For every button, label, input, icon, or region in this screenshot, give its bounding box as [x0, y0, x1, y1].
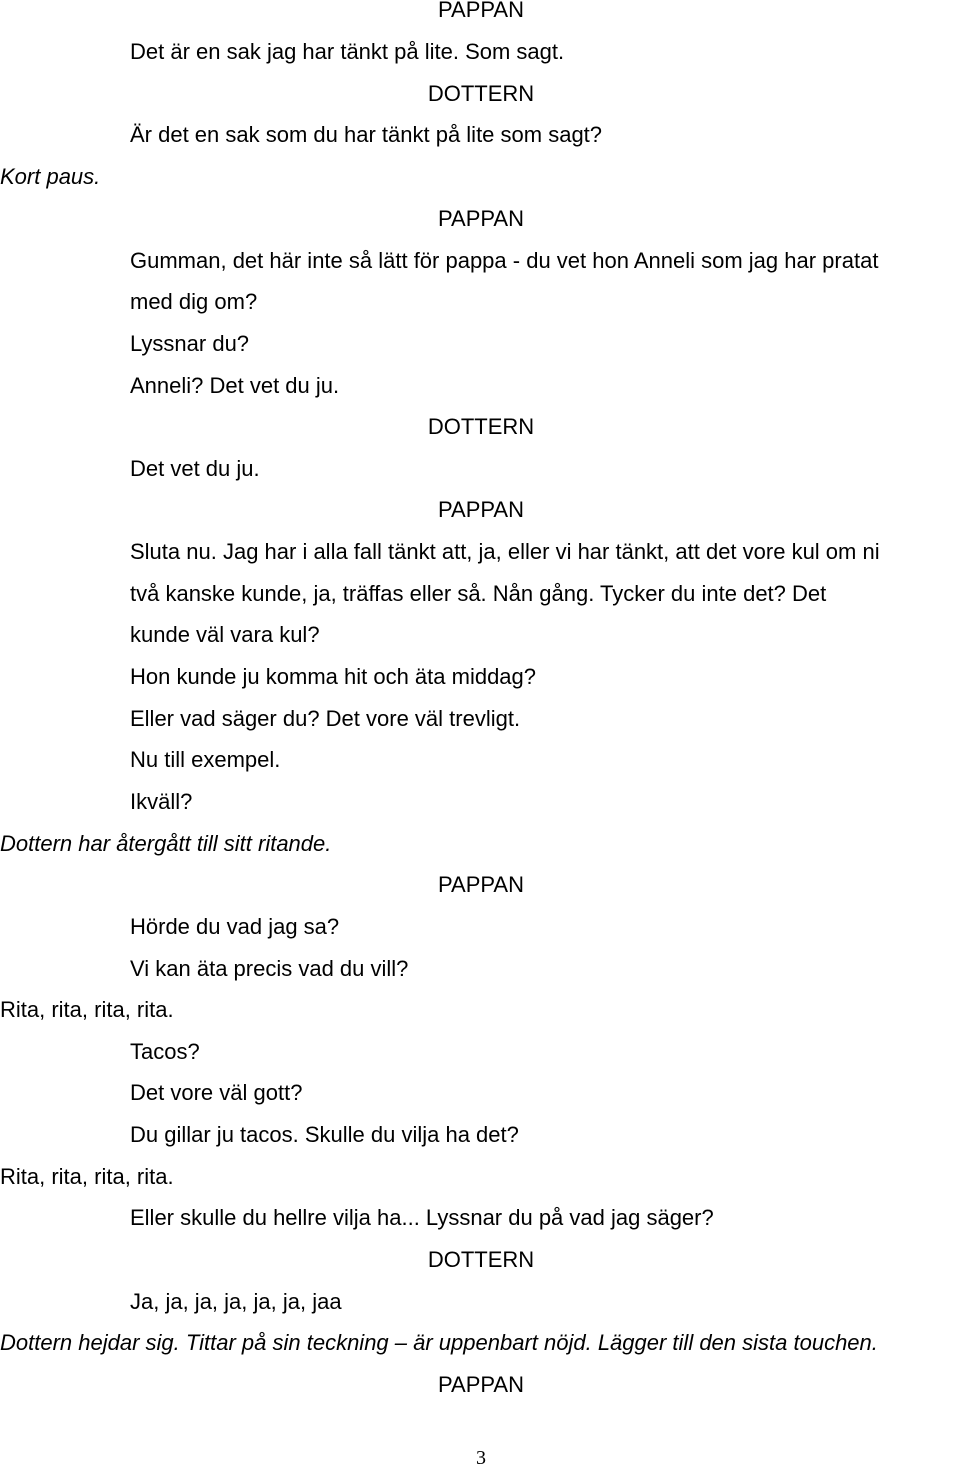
- speaker-pappan: PAPPAN: [438, 1372, 524, 1397]
- dialogue-line: Tacos?: [130, 1039, 200, 1064]
- stage-direction: Dottern hejdar sig. Tittar på sin teckning – är uppenbart nöjd. Lägger till den sista touchen.: [0, 1330, 878, 1355]
- speaker-pappan: PAPPAN: [438, 497, 524, 522]
- speaker-dottern: DOTTERN: [427, 81, 535, 106]
- dialogue-line: Ikväll?: [130, 789, 193, 814]
- dialogue-line: Eller vad säger du? Det vore väl trevligt.: [130, 706, 521, 731]
- dialogue-line: Hörde du vad jag sa?: [130, 914, 340, 939]
- dialogue-line: Det vet du ju.: [130, 456, 260, 481]
- stage-direction: Rita, rita, rita, rita.: [0, 1164, 174, 1189]
- speaker-dottern: DOTTERN: [427, 414, 535, 439]
- speaker-pappan: PAPPAN: [438, 0, 524, 22]
- dialogue-line: Är det en sak som du har tänkt på lite som sagt?: [130, 122, 603, 147]
- dialogue-line: Ja, ja, ja, ja, ja, ja, jaa: [130, 1289, 342, 1314]
- dialogue-line: kunde väl vara kul?: [130, 622, 320, 647]
- dialogue-line: med dig om?: [130, 289, 258, 314]
- speaker-pappan: PAPPAN: [438, 206, 524, 231]
- dialogue-line: Du gillar ju tacos. Skulle du vilja ha det?: [130, 1122, 519, 1147]
- stage-direction: Dottern har återgått till sitt ritande.: [0, 831, 332, 856]
- stage-direction: Kort paus.: [0, 164, 101, 189]
- dialogue-line: Lyssnar du?: [130, 331, 250, 356]
- page-number: 3: [476, 1447, 486, 1469]
- dialogue-line: Sluta nu. Jag har i alla fall tänkt att, ja, eller vi har tänkt, att det vore kul om ni: [130, 539, 880, 564]
- stage-direction: Rita, rita, rita, rita.: [0, 997, 174, 1022]
- dialogue-line: Det vore väl gott?: [130, 1080, 303, 1105]
- dialogue-line: Gumman, det här inte så lätt för pappa - du vet hon Anneli som jag har pratat: [130, 248, 879, 273]
- dialogue-line: Nu till exempel.: [130, 747, 281, 772]
- dialogue-line: Anneli? Det vet du ju.: [130, 373, 340, 398]
- dialogue-line: två kanske kunde, ja, träffas eller så. Nån gång. Tycker du inte det? Det: [130, 581, 827, 606]
- dialogue-line: Hon kunde ju komma hit och äta middag?: [130, 664, 537, 689]
- dialogue-line: Det är en sak jag har tänkt på lite. Som sagt.: [130, 39, 565, 64]
- dialogue-line: Eller skulle du hellre vilja ha... Lyssnar du på vad jag säger?: [130, 1205, 714, 1230]
- speaker-dottern: DOTTERN: [427, 1247, 535, 1272]
- dialogue-line: Vi kan äta precis vad du vill?: [130, 956, 409, 981]
- speaker-pappan: PAPPAN: [438, 872, 524, 897]
